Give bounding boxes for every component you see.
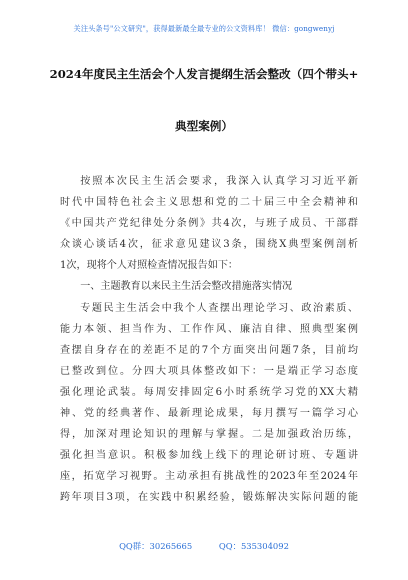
paragraph-line: 神、党的经典著作、最新理论成果，每月撰写一篇学习心 — [60, 408, 358, 420]
paragraph-line: 座，拓宽学习视野。主动承担有挑战性的2023年至2024年 — [60, 471, 358, 483]
paragraph-line: 时代中国特色社会主义思想和党的二十届三中全会精神和 — [60, 197, 358, 209]
paragraph-line: 已整改到位。分四大项具体整改如下：一是端正学习态度 — [60, 365, 358, 377]
paragraph-line: 能力本领、担当作为、工作作风、廉洁自律、照典型案例 — [60, 323, 358, 335]
paragraph-line: 按照本次民主生活会要求，我深入认真学习习近平新 — [80, 176, 358, 187]
document-title-line-1: 2024年度民主生活会个人发言提纲生活会整改（四个带头+ — [49, 67, 359, 81]
paragraph-line: 强化理论武装。每周安排固定6小时系统学习党的XX大精 — [60, 386, 358, 398]
footer-contact — [0, 540, 408, 552]
paragraph-line: 得，加深对理论知识的理解与掌握。二是加强政治历练， — [60, 429, 358, 441]
document-body — [60, 171, 358, 509]
paragraph-line: 专题民主生活会中我个人查摆出理论学习、政治素质、 — [80, 302, 358, 314]
paragraph-line: 1次，现将个人对照检查情况报告如下： — [60, 260, 239, 272]
paragraph-1 — [60, 171, 358, 276]
paragraph-line: 《中国共产党纪律处分条例》共4次，与班子成员、干部群 — [60, 218, 358, 230]
header-banner: 关注头条号"公文研究"，获得最新最全最专业的公文资料库！ 微信：gongwenyj — [73, 24, 335, 33]
paragraph-line: 查摆自身存在的差距不足的7个方面突出问题7条，目前均 — [60, 344, 358, 356]
paragraph-line: 跨年项目3项，在实践中积累经验，锻炼解决实际问题的能 — [60, 492, 358, 504]
document-title-line-2: 典型案例） — [175, 119, 233, 133]
footer-qq-group: QQ群：30265665 — [119, 541, 193, 551]
footer-qq: QQ：535304092 — [218, 541, 289, 551]
paragraph-2-heading — [60, 276, 358, 297]
paragraph-3 — [60, 298, 358, 509]
paragraph-line: 众谈心谈话4次，征求意见建议3条，围绕X典型案例剖析 — [60, 239, 358, 251]
paragraph-line: 强化担当意识。积极参加线上线下的理论研讨班、专题讲 — [60, 450, 358, 462]
section-heading: 一、主题教育以来民主生活会整改措施落实情况 — [80, 281, 293, 293]
